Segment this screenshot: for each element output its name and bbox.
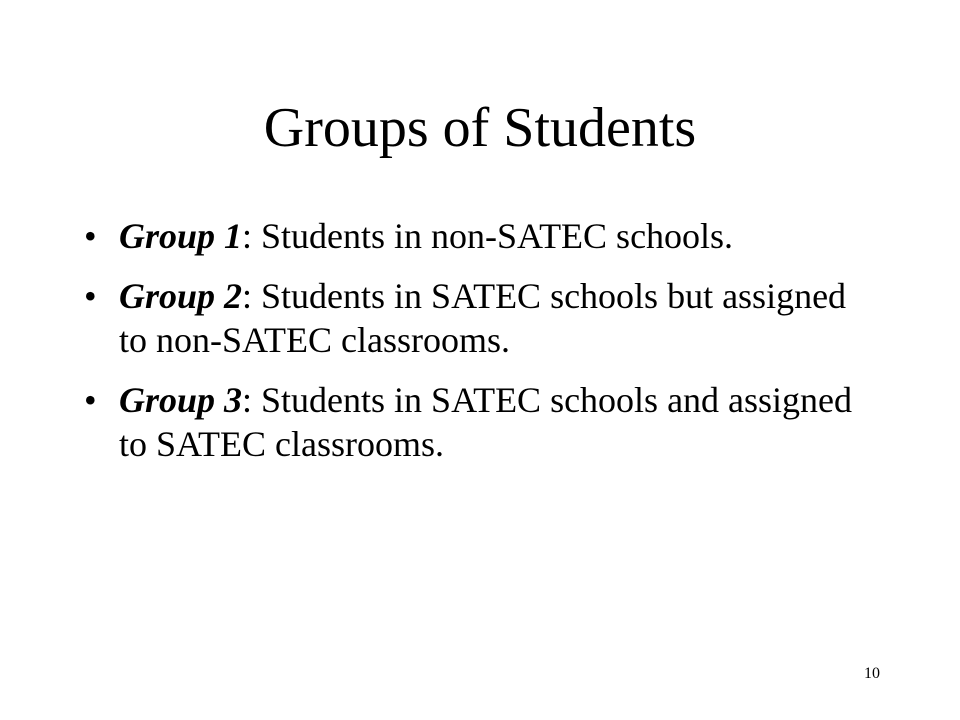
bullet-list [80, 214, 880, 482]
group-description: : Students in non-SATEC schools. [242, 216, 734, 256]
slide-title: Groups of Students [263, 97, 697, 159]
group-label: Group 2 [119, 276, 243, 316]
group-description: : Students in SATEC schools and assigned to SATEC classrooms. [119, 380, 853, 464]
group-description: : Students in SATEC schools but assigned to non-SATEC classrooms. [119, 276, 847, 360]
bullet-icon: • [84, 380, 97, 420]
page-number: 10 [864, 665, 880, 682]
bullet-icon: • [84, 276, 97, 316]
bullet-item-group-2 [80, 274, 880, 362]
group-label: Group 1 [119, 216, 243, 256]
bullet-item-group-3 [80, 378, 880, 466]
bullet-item-group-1 [80, 214, 880, 258]
bullet-icon: • [84, 216, 97, 256]
group-label: Group 3 [119, 380, 243, 420]
